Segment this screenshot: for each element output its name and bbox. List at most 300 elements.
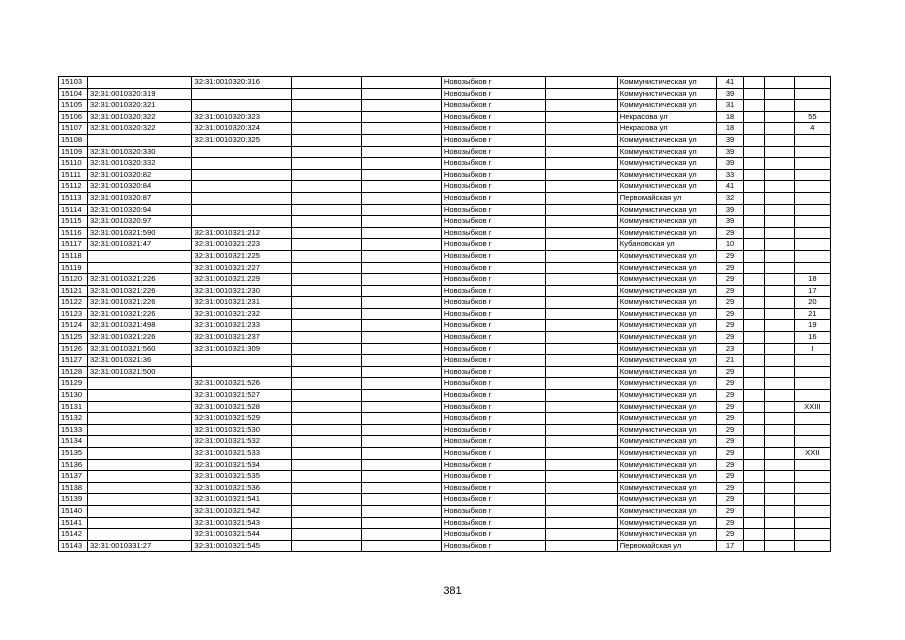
cell-row-number: 15108 [59,134,88,146]
cell-column-10 [744,88,765,100]
cell-premise-number: 4 [794,123,830,135]
cell-street: Коммунистическая ул [617,517,716,529]
cell-column-11 [764,123,794,135]
cell-premise-number [794,158,830,170]
cell-row-number: 15133 [59,424,88,436]
cell-column-7 [546,482,617,494]
cell-street: Коммунистическая ул [617,308,716,320]
cell-column-4 [291,401,361,413]
table-row [59,355,831,367]
cell-column-10 [744,297,765,309]
cell-related-cadastral-number: 32:31:0010321:544 [192,529,291,541]
cell-premise-number [794,494,830,506]
cell-related-cadastral-number: 32:31:0010321:542 [192,505,291,517]
cell-street: Коммунистическая ул [617,181,716,193]
cell-column-5 [362,378,442,390]
cell-cadastral-number: 32:31:0010321:226 [87,332,192,344]
cell-column-10 [744,250,765,262]
cell-row-number: 15142 [59,529,88,541]
cell-column-10 [744,517,765,529]
cell-column-7 [546,250,617,262]
cell-column-10 [744,482,765,494]
cell-house-number: 21 [717,355,744,367]
cell-column-10 [744,169,765,181]
cell-column-5 [362,448,442,460]
cell-column-10 [744,448,765,460]
cell-premise-number [794,88,830,100]
cell-related-cadastral-number: 32:31:0010320:316 [192,77,291,89]
cell-column-4 [291,123,361,135]
cell-related-cadastral-number [192,158,291,170]
cell-row-number: 15135 [59,448,88,460]
cell-column-7 [546,459,617,471]
cell-column-7 [546,529,617,541]
cell-cadastral-number: 32:31:0010320:332 [87,158,192,170]
cell-related-cadastral-number: 32:31:0010321:231 [192,297,291,309]
cell-row-number: 15126 [59,343,88,355]
cell-cadastral-number [87,250,192,262]
cell-locality: Новозыбков г [441,88,546,100]
cell-row-number: 15105 [59,100,88,112]
cell-column-10 [744,378,765,390]
cell-premise-number [794,227,830,239]
cell-locality: Новозыбков г [441,239,546,251]
cell-column-7 [546,332,617,344]
cell-street: Кубановская ул [617,239,716,251]
cell-locality: Новозыбков г [441,297,546,309]
table-row [59,227,831,239]
cell-column-11 [764,448,794,460]
table-row [59,424,831,436]
cell-premise-number [794,216,830,228]
cell-locality: Новозыбков г [441,308,546,320]
cell-related-cadastral-number: 32:31:0010320:323 [192,111,291,123]
cell-premise-number [794,192,830,204]
cell-related-cadastral-number: 32:31:0010321:237 [192,332,291,344]
cell-locality: Новозыбков г [441,250,546,262]
cell-locality: Новозыбков г [441,355,546,367]
cell-related-cadastral-number: 32:31:0010321:536 [192,482,291,494]
cell-row-number: 15121 [59,285,88,297]
cell-street: Коммунистическая ул [617,262,716,274]
cell-column-7 [546,540,617,552]
cell-column-7 [546,297,617,309]
cell-cadastral-number [87,413,192,425]
table-row [59,320,831,332]
cell-column-4 [291,250,361,262]
cell-cadastral-number: 32:31:0010321:226 [87,285,192,297]
cell-related-cadastral-number [192,169,291,181]
cell-row-number: 15106 [59,111,88,123]
cell-column-7 [546,227,617,239]
cell-locality: Новозыбков г [441,413,546,425]
cell-column-5 [362,320,442,332]
cell-street: Коммунистическая ул [617,529,716,541]
cell-column-10 [744,320,765,332]
cell-column-4 [291,192,361,204]
cell-locality: Новозыбков г [441,343,546,355]
cell-locality: Новозыбков г [441,529,546,541]
table-row [59,529,831,541]
cell-house-number: 39 [717,216,744,228]
cell-column-10 [744,332,765,344]
cell-cadastral-number [87,401,192,413]
cell-house-number: 41 [717,181,744,193]
cell-column-10 [744,401,765,413]
cell-row-number: 15112 [59,181,88,193]
table-row [59,401,831,413]
cell-column-10 [744,146,765,158]
table-row [59,297,831,309]
cell-column-10 [744,308,765,320]
cell-column-4 [291,111,361,123]
cell-column-10 [744,436,765,448]
cell-house-number: 29 [717,378,744,390]
cell-cadastral-number [87,517,192,529]
cell-column-10 [744,505,765,517]
cell-column-10 [744,123,765,135]
cell-column-7 [546,390,617,402]
cell-column-11 [764,529,794,541]
cell-cadastral-number [87,378,192,390]
cell-street: Коммунистическая ул [617,424,716,436]
cell-column-5 [362,77,442,89]
table-row [59,308,831,320]
cell-column-4 [291,390,361,402]
cell-cadastral-number [87,134,192,146]
cell-column-5 [362,227,442,239]
cell-column-4 [291,274,361,286]
cell-locality: Новозыбков г [441,146,546,158]
cell-row-number: 15131 [59,401,88,413]
cell-street: Коммунистическая ул [617,134,716,146]
cell-column-4 [291,262,361,274]
cell-premise-number [794,529,830,541]
cell-column-11 [764,262,794,274]
table-row [59,216,831,228]
cell-related-cadastral-number: 32:31:0010321:529 [192,413,291,425]
cell-column-10 [744,274,765,286]
cell-cadastral-number: 32:31:0010320:82 [87,169,192,181]
cell-locality: Новозыбков г [441,471,546,483]
cell-column-4 [291,332,361,344]
cell-related-cadastral-number: 32:31:0010320:325 [192,134,291,146]
cell-related-cadastral-number: 32:31:0010321:227 [192,262,291,274]
cell-premise-number [794,482,830,494]
cell-column-4 [291,227,361,239]
cell-column-7 [546,378,617,390]
cell-cadastral-number [87,471,192,483]
table-row [59,482,831,494]
cell-column-11 [764,471,794,483]
cell-street: Коммунистическая ул [617,274,716,286]
cell-street: Коммунистическая ул [617,390,716,402]
cell-row-number: 15110 [59,158,88,170]
cell-house-number: 29 [717,285,744,297]
cell-column-7 [546,401,617,413]
cell-locality: Новозыбков г [441,459,546,471]
cell-cadastral-number: 32:31:0010321:560 [87,343,192,355]
cell-related-cadastral-number: 32:31:0010321:530 [192,424,291,436]
cell-column-4 [291,494,361,506]
cell-column-4 [291,378,361,390]
cell-column-4 [291,471,361,483]
cell-related-cadastral-number: 32:31:0010321:527 [192,390,291,402]
cell-row-number: 15122 [59,297,88,309]
cell-column-5 [362,471,442,483]
cell-cadastral-number: 32:31:0010321:226 [87,308,192,320]
cell-column-4 [291,169,361,181]
cell-locality: Новозыбков г [441,378,546,390]
table-row [59,494,831,506]
cell-street: Коммунистическая ул [617,158,716,170]
cell-column-4 [291,459,361,471]
cell-column-7 [546,111,617,123]
table-row [59,192,831,204]
cell-column-11 [764,250,794,262]
cell-street: Коммунистическая ул [617,494,716,506]
cell-related-cadastral-number [192,355,291,367]
cell-column-10 [744,192,765,204]
cell-street: Коммунистическая ул [617,505,716,517]
cell-locality: Новозыбков г [441,366,546,378]
cell-column-7 [546,204,617,216]
cell-premise-number: 55 [794,111,830,123]
cell-premise-number [794,424,830,436]
cell-premise-number [794,355,830,367]
cell-locality: Новозыбков г [441,192,546,204]
cell-related-cadastral-number [192,204,291,216]
cell-column-10 [744,158,765,170]
cell-column-11 [764,88,794,100]
cell-street: Некрасова ул [617,123,716,135]
cell-column-5 [362,158,442,170]
cell-column-4 [291,77,361,89]
cell-locality: Новозыбков г [441,134,546,146]
cell-house-number: 29 [717,320,744,332]
cell-column-7 [546,505,617,517]
cell-column-11 [764,285,794,297]
cell-column-11 [764,332,794,344]
cell-column-5 [362,436,442,448]
cell-house-number: 29 [717,482,744,494]
cell-cadastral-number [87,448,192,460]
cell-house-number: 39 [717,146,744,158]
table-row [59,390,831,402]
cell-premise-number [794,100,830,112]
cell-column-11 [764,274,794,286]
cell-column-5 [362,297,442,309]
cell-column-10 [744,204,765,216]
cell-column-5 [362,517,442,529]
cell-street: Первомайская ул [617,540,716,552]
cell-street: Коммунистическая ул [617,401,716,413]
cell-column-7 [546,239,617,251]
cell-house-number: 29 [717,262,744,274]
cell-column-11 [764,77,794,89]
cell-column-11 [764,505,794,517]
cell-premise-number [794,540,830,552]
cell-column-10 [744,134,765,146]
cell-cadastral-number: 32:31:0010320:322 [87,123,192,135]
cell-related-cadastral-number: 32:31:0010321:528 [192,401,291,413]
cell-locality: Новозыбков г [441,285,546,297]
cell-row-number: 15104 [59,88,88,100]
cell-column-11 [764,366,794,378]
cell-premise-number [794,517,830,529]
cell-column-5 [362,413,442,425]
cell-house-number: 29 [717,424,744,436]
cell-cadastral-number [87,494,192,506]
cell-related-cadastral-number: 32:31:0010321:545 [192,540,291,552]
cell-column-4 [291,297,361,309]
cell-street: Коммунистическая ул [617,448,716,460]
table-row [59,262,831,274]
cell-column-10 [744,413,765,425]
table-row [59,169,831,181]
table-row [59,204,831,216]
cell-house-number: 39 [717,158,744,170]
cell-related-cadastral-number [192,192,291,204]
cell-column-11 [764,494,794,506]
table-row [59,274,831,286]
cell-street: Коммунистическая ул [617,436,716,448]
cell-house-number: 29 [717,274,744,286]
cell-column-5 [362,123,442,135]
cell-related-cadastral-number: 32:31:0010321:534 [192,459,291,471]
cell-column-10 [744,111,765,123]
cell-cadastral-number: 32:31:0010321:590 [87,227,192,239]
cell-house-number: 29 [717,413,744,425]
table-row [59,343,831,355]
cell-premise-number: 20 [794,297,830,309]
table-row [59,111,831,123]
cell-column-5 [362,390,442,402]
cell-column-4 [291,529,361,541]
cell-cadastral-number: 32:31:0010320:97 [87,216,192,228]
cell-row-number: 15119 [59,262,88,274]
cell-locality: Новозыбков г [441,332,546,344]
cell-column-11 [764,482,794,494]
cell-column-11 [764,413,794,425]
cell-cadastral-number: 32:31:0010320:322 [87,111,192,123]
cell-cadastral-number: 32:31:0010320:330 [87,146,192,158]
cell-column-11 [764,320,794,332]
cell-related-cadastral-number [192,100,291,112]
cell-house-number: 10 [717,239,744,251]
cell-cadastral-number: 32:31:0010320:87 [87,192,192,204]
cell-street: Коммунистическая ул [617,227,716,239]
cell-column-5 [362,459,442,471]
cell-cadastral-number: 32:31:0010321:226 [87,297,192,309]
cell-related-cadastral-number: 32:31:0010321:526 [192,378,291,390]
table-row [59,250,831,262]
cell-column-4 [291,320,361,332]
cell-column-10 [744,343,765,355]
cell-column-4 [291,204,361,216]
cell-column-11 [764,216,794,228]
cell-house-number: 33 [717,169,744,181]
table-row [59,517,831,529]
cell-row-number: 15141 [59,517,88,529]
cell-street: Коммунистическая ул [617,332,716,344]
cell-column-4 [291,134,361,146]
cell-column-10 [744,216,765,228]
table-row [59,332,831,344]
cell-cadastral-number: 32:31:0010320:321 [87,100,192,112]
cell-cadastral-number: 32:31:0010321:498 [87,320,192,332]
cell-column-5 [362,204,442,216]
cell-cadastral-number: 32:31:0010320:84 [87,181,192,193]
cell-house-number: 29 [717,297,744,309]
cell-house-number: 29 [717,459,744,471]
cell-house-number: 17 [717,540,744,552]
cell-related-cadastral-number: 32:31:0010321:309 [192,343,291,355]
cell-street: Коммунистическая ул [617,320,716,332]
cell-premise-number: I [794,343,830,355]
cell-column-11 [764,239,794,251]
cell-house-number: 29 [717,332,744,344]
table-row [59,505,831,517]
cell-row-number: 15132 [59,413,88,425]
cell-locality: Новозыбков г [441,100,546,112]
cell-locality: Новозыбков г [441,123,546,135]
cell-column-4 [291,436,361,448]
cell-street: Коммунистическая ул [617,366,716,378]
cell-cadastral-number [87,262,192,274]
cell-column-10 [744,494,765,506]
cell-column-11 [764,297,794,309]
cell-row-number: 15116 [59,227,88,239]
cell-column-4 [291,540,361,552]
cell-cadastral-number [87,424,192,436]
cell-locality: Новозыбков г [441,482,546,494]
cell-column-10 [744,390,765,402]
cell-column-10 [744,355,765,367]
cell-row-number: 15120 [59,274,88,286]
cell-locality: Новозыбков г [441,274,546,286]
cell-column-7 [546,169,617,181]
cell-street: Коммунистическая ул [617,216,716,228]
cell-cadastral-number: 32:31:0010320:319 [87,88,192,100]
table-row [59,540,831,552]
cell-column-7 [546,100,617,112]
cell-row-number: 15123 [59,308,88,320]
cell-row-number: 15143 [59,540,88,552]
cell-premise-number [794,77,830,89]
cell-column-10 [744,262,765,274]
table-row [59,88,831,100]
cell-column-5 [362,146,442,158]
cell-house-number: 29 [717,494,744,506]
cell-cadastral-number: 32:31:0010331:27 [87,540,192,552]
cell-house-number: 41 [717,77,744,89]
cell-premise-number [794,250,830,262]
cell-premise-number [794,505,830,517]
cell-column-7 [546,123,617,135]
cell-column-5 [362,111,442,123]
cell-premise-number: 19 [794,320,830,332]
registry-table [58,76,831,552]
cell-column-4 [291,285,361,297]
cell-related-cadastral-number [192,181,291,193]
cell-row-number: 15113 [59,192,88,204]
cell-street: Коммунистическая ул [617,250,716,262]
cell-premise-number [794,204,830,216]
cell-house-number: 29 [717,390,744,402]
cell-locality: Новозыбков г [441,158,546,170]
cell-column-5 [362,262,442,274]
